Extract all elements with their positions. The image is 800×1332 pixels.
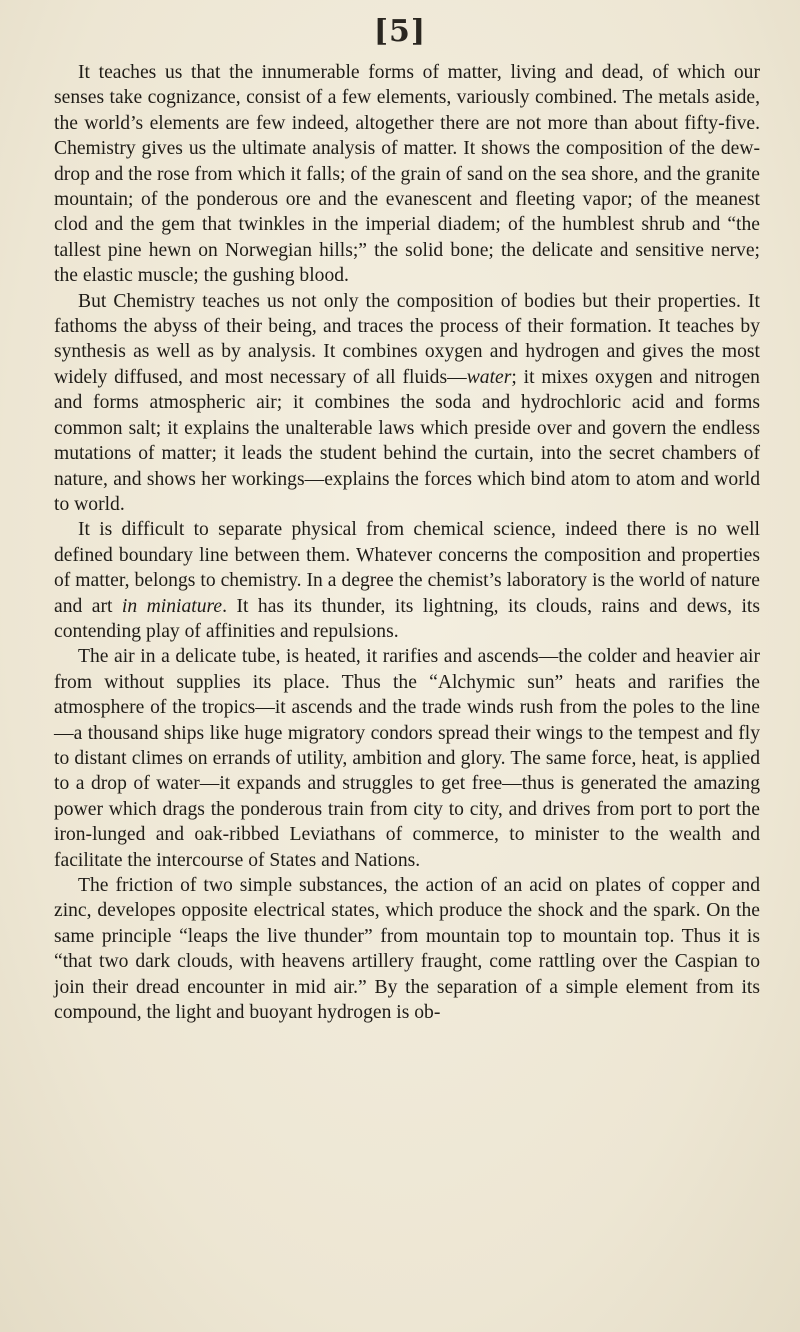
text-segment: But Chemistry teaches us not only the composition of bodies but their properties. It fathoms the abyss of their being, and traces the process of their formation. It teaches by synthesis as well as by analysis. It combines oxygen and hydrogen and gives the most widely diffused, and most necessary of all fluids—: [54, 290, 760, 388]
page-number: [5]: [373, 14, 427, 49]
paragraph: [54, 289, 760, 518]
italic-term-in-miniature: in miniature: [121, 595, 223, 617]
paragraph: [54, 873, 760, 1025]
text-segment: ; it mixes oxygen and nitrogen and forms atmospheric air; it combines the soda and hydrochloric acid and forms common salt; it explains the unalterable laws which preside over and govern the endless mutations of matter; it leads the student behind the curtain, into the secret chambers of nature, and shows her workings—explains the forces which bind atom to atom and world to world.: [54, 366, 760, 515]
text-segment: It is difficult to separate physical from chemical science, indeed there is no well defined boundary line between them. Whatever concerns the composition and properties of matter, belongs to chemistry. In a degree the chemist’s laboratory is the world of nature and art: [54, 519, 760, 617]
italic-term-water: water: [466, 366, 512, 388]
text-segment: . It has its thunder, its lightning, its clouds, rains and dews, its contending play of affinities and repulsions.: [54, 595, 760, 642]
body-text: [54, 60, 760, 1025]
text-segment: It teaches us that the innumerable forms of matter, living and dead, of which our senses take cognizance, consist of a few elements, variously combined. The metals aside, the world’s elements are few indeed, altogether there are not more than about fifty-five. Chemistry gives us the ultimate analysis of matter. It shows the composition of the dew-drop and the rose from which it falls; of the grain of sand on the sea shore, and the granite mountain; of the ponderous ore and the evanescent and fleeting vapor; of the meanest clod and the gem that twinkles in the imperial diadem; of the humblest shrub and “the tallest pine hewn on Norwegian hills;” the solid bone; the delicate and sensitive nerve; the elastic muscle; the gushing blood.: [54, 62, 760, 287]
paragraph: [54, 517, 760, 644]
text-segment: The friction of two simple substances, the action of an acid on plates of copper and zinc, developes opposite electrical states, which produce the shock and the spark. On the same principle “leaps the live thunder” from mountain top to mountain top. Thus it is “that two dark clouds, with heavens artillery fraught, come rattling over the Caspian to join their dread encounter in mid air.” By the separation of a simple element from its compound, the light and buoyant hydrogen is ob-: [54, 875, 760, 1024]
text-segment: The air in a delicate tube, is heated, it rarifies and ascends—the colder and heavier air from without supplies its place. Thus the “Alchymic sun” heats and rarifies the atmosphere of the tropics—it ascends and the trade winds rush from the poles to the line—a thousand ships like huge migratory condors spread their wings to the tempest and fly to distant climes on errands of utility, ambition and glory. The same force, heat, is applied to a drop of water—it expands and struggles to get free—thus is generated the amazing power which drags the ponderous train from city to city, and drives from port to port the iron-lunged and oak-ribbed Leviathans of commerce, to minister to the wealth and facilitate the intercourse of States and Nations.: [54, 646, 760, 871]
paragraph: [54, 60, 760, 289]
paragraph: [54, 644, 760, 873]
